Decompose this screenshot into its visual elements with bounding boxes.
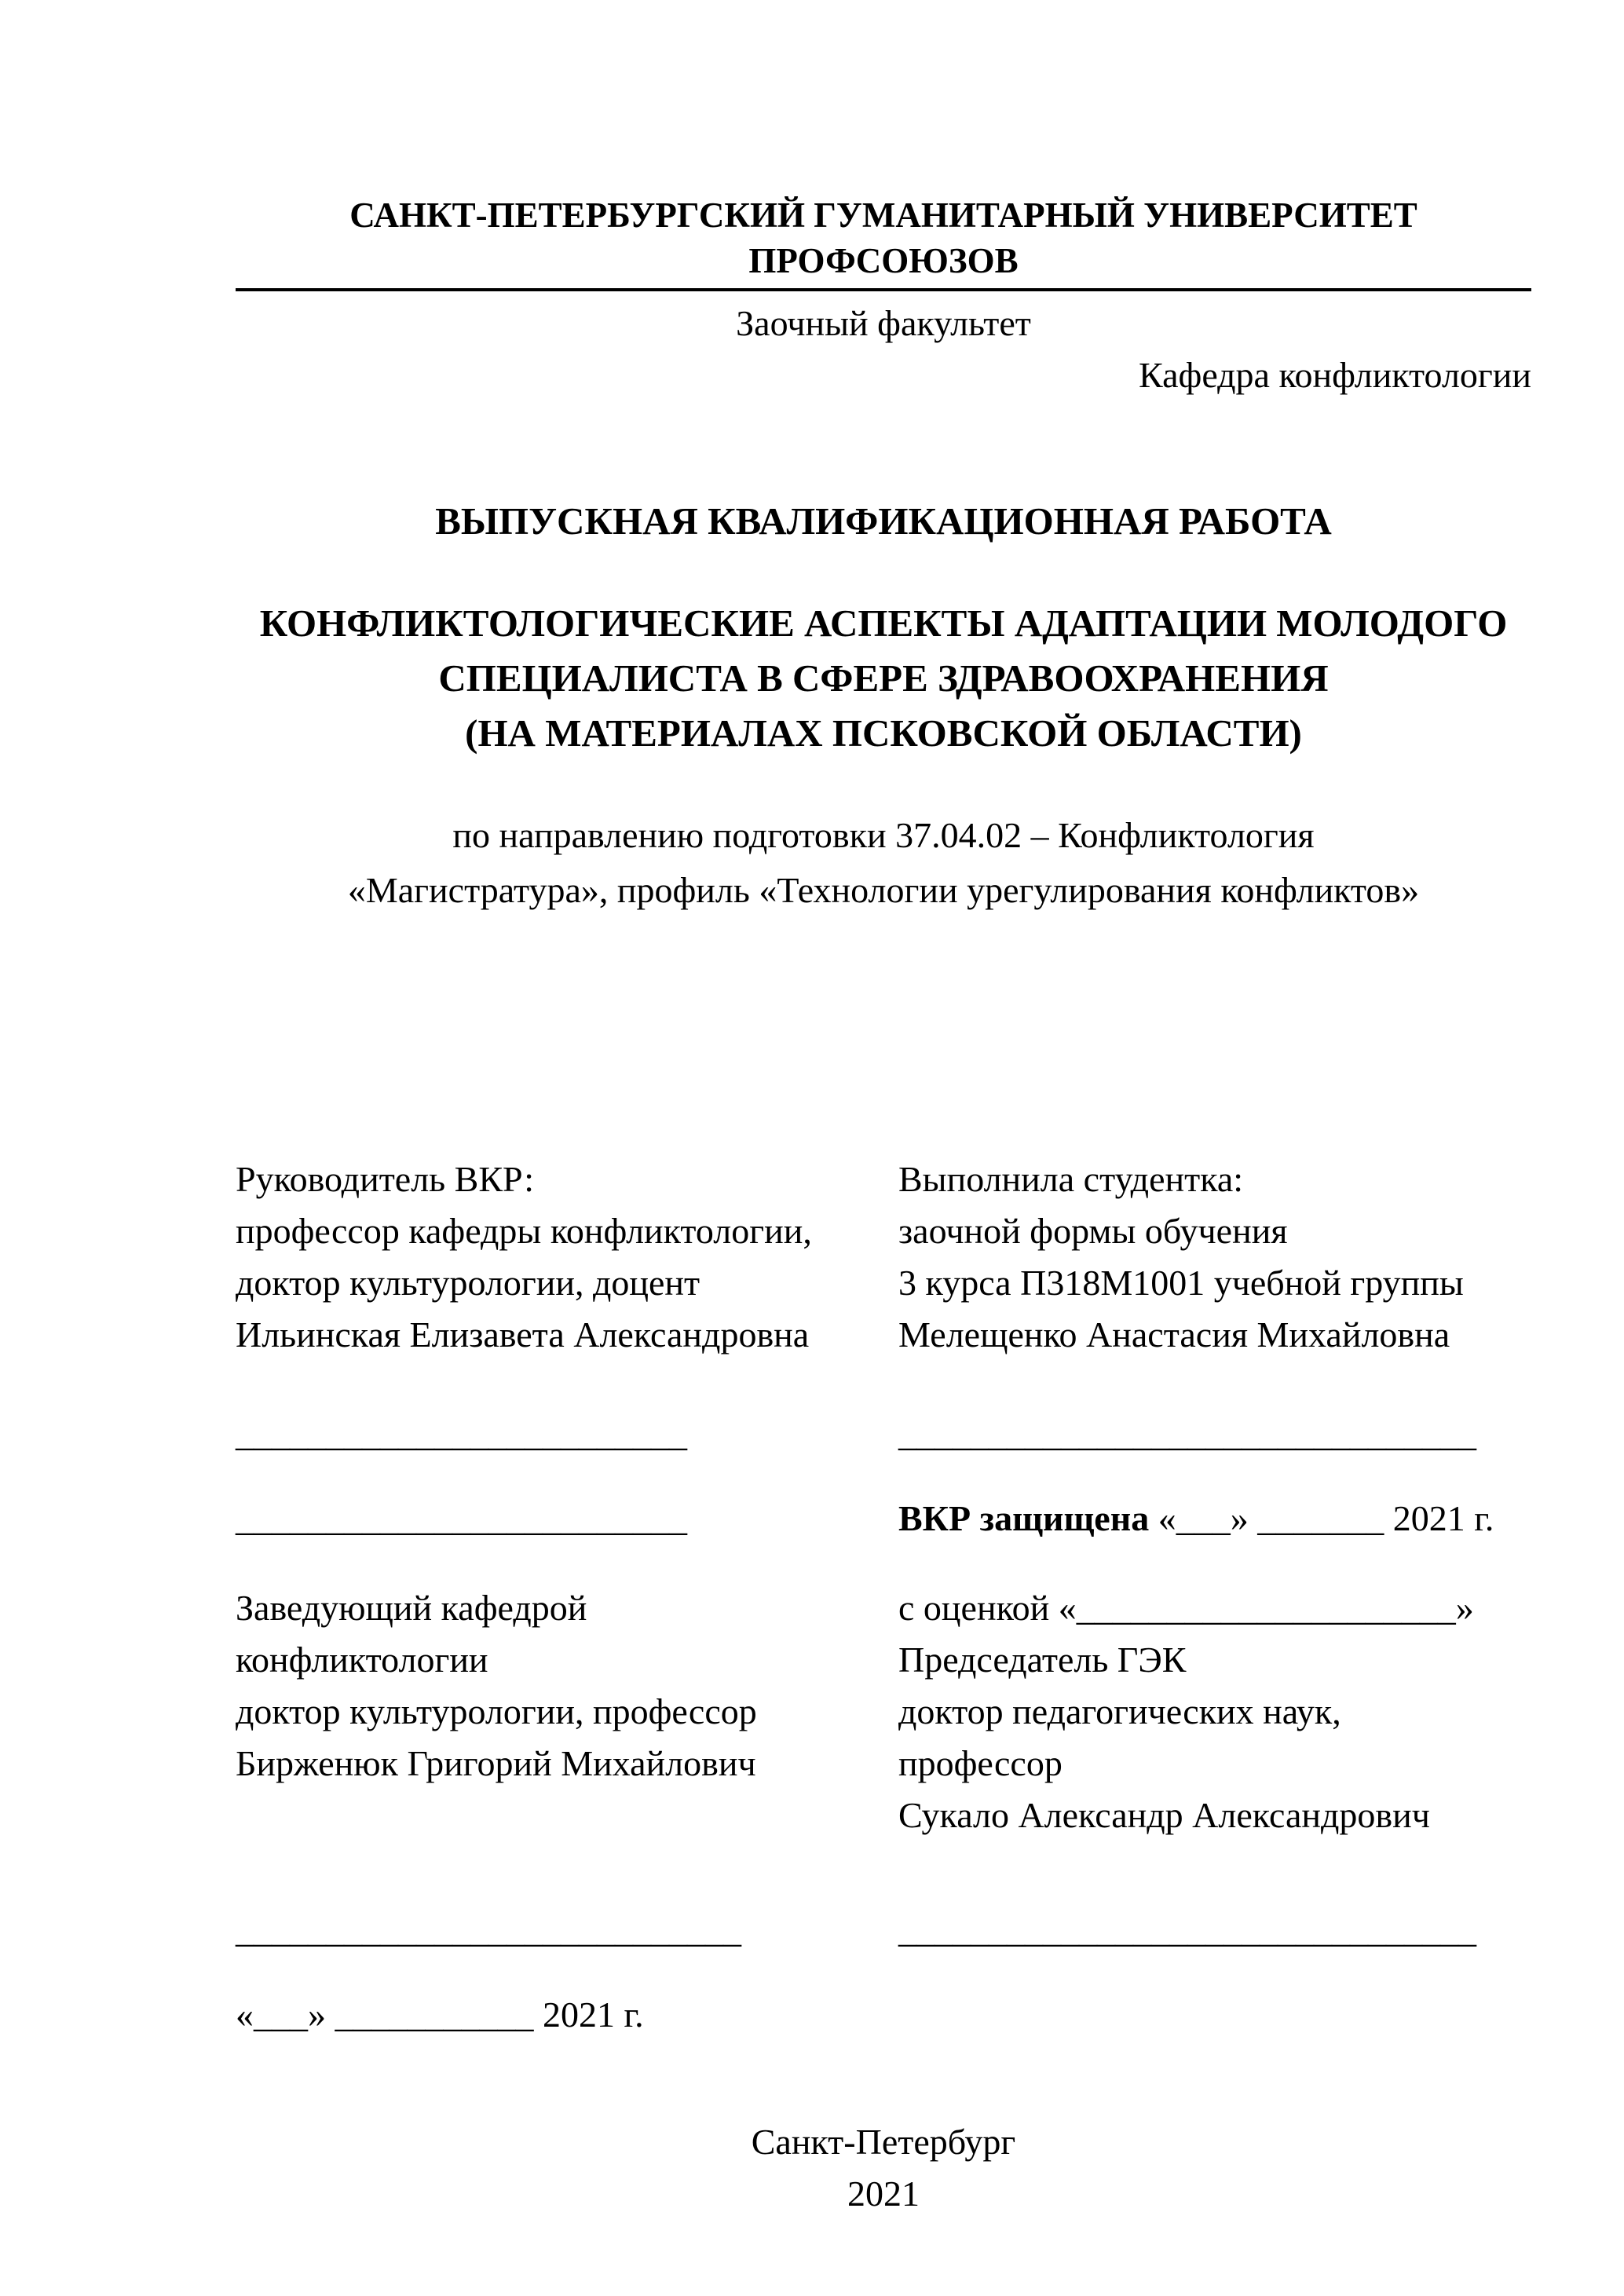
student-group: 3 курса П318М1001 учебной группы [898,1263,1464,1303]
committee-block [898,1582,1531,1841]
department-head-label-1: Заведующий кафедрой [236,1588,587,1628]
signature-row-1 [236,1408,1531,1460]
department-head-position: доктор культурологии, профессор [236,1691,757,1731]
student-block [898,1153,1531,1361]
thesis-title-line-2: СПЕЦИАЛИСТА В СФЕРЕ ЗДРАВООХРАНЕНИЯ [438,656,1329,700]
footer-block [236,2116,1531,2220]
program-line-2: «Магистратура», профиль «Технологии урегулирования конфликтов» [347,870,1420,910]
supervisor-name: Ильинская Елизавета Александровна [236,1314,810,1355]
supervisor-position-1: профессор кафедры конфликтологии, [236,1211,812,1251]
university-header: САНКТ-ПЕТЕРБУРГСКИЙ ГУМАНИТАРНЫЙ УНИВЕРСИТЕТ ПРОФСОЮЗОВ [236,192,1531,291]
officials-row [236,1582,1531,1841]
signature-row-2 [236,1493,1531,1545]
program-line-1: по направлению подготовки 37.04.02 – Конфликтология [452,815,1315,855]
year-line: 2021 [847,2174,920,2214]
program-block [236,808,1531,918]
department-line: Кафедра конфликтологии [1139,355,1531,395]
supervisor-block [236,1153,898,1361]
student-label: Выполнила студентка: [898,1159,1244,1199]
committee-chairman-degree: доктор педагогических наук, [898,1691,1341,1731]
supervisor-position-2: доктор культурологии, доцент [236,1263,700,1303]
date-row-spacer [898,1989,1531,2041]
supervisor-label: Руководитель ВКР: [236,1159,535,1199]
date-row [236,1989,1531,2041]
defense-line-rest: «___» _______ 2021 г. [1149,1498,1494,1538]
thesis-title [236,596,1531,761]
defense-line-bold: ВКР защищена [898,1498,1150,1538]
date-line: «___» ___________ 2021 г. [236,1994,644,2035]
department-head-name: Бирженюк Григорий Михайлович [236,1743,756,1783]
committee-chairman-label: Председатель ГЭК [898,1640,1187,1680]
student-name: Мелещенко Анастасия Михайловна [898,1314,1450,1355]
supervisor-signature-line-2: _________________________ [236,1498,687,1538]
people-row [236,1153,1531,1361]
student-signature-line: ________________________________ [898,1413,1476,1453]
thesis-title-line-1: КОНФЛИКТОЛОГИЧЕСКИЕ АСПЕКТЫ АДАПТАЦИИ МОЛОДОГО [259,601,1508,645]
committee-chairman-rank: профессор [898,1743,1063,1783]
supervisor-signature-line-1: _________________________ [236,1413,687,1453]
signature-row-3 [236,1904,1531,1956]
work-type-heading: ВЫПУСКНАЯ КВАЛИФИКАЦИОННАЯ РАБОТА [435,499,1332,543]
faculty-line: Заочный факультет [736,303,1031,343]
grade-line: с оценкой «_____________________» [898,1588,1474,1628]
department-head-block [236,1582,898,1841]
chairman-signature-line: ________________________________ [898,1910,1476,1950]
thesis-title-line-3: (НА МАТЕРИАЛАХ ПСКОВСКОЙ ОБЛАСТИ) [465,711,1302,755]
city-line: Санкт-Петербург [751,2122,1016,2162]
committee-chairman-name: Сукало Александр Александрович [898,1795,1430,1835]
defense-line [898,1493,1531,1545]
signatures-section [236,1153,1531,2041]
department-head-signature-line: ____________________________ [236,1910,741,1950]
department-head-label-2: конфликтологии [236,1640,488,1680]
student-study-form: заочной формы обучения [898,1211,1288,1251]
